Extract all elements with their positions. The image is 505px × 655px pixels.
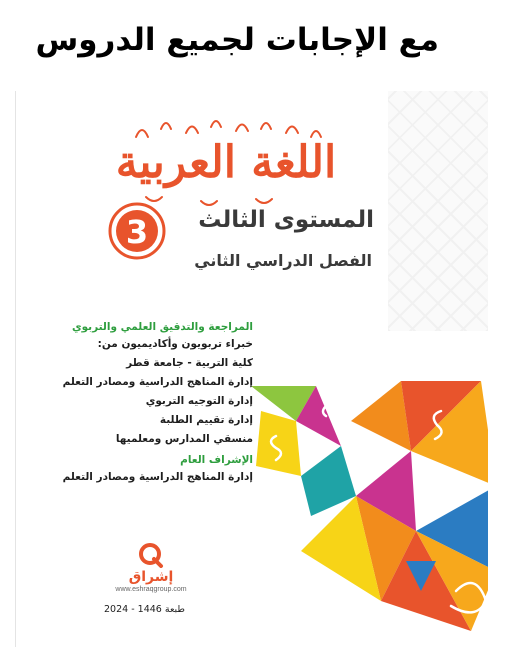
book-cover bbox=[15, 91, 488, 647]
level-number: 3 bbox=[125, 213, 149, 251]
review-line: كلية التربية - جامعة قطر bbox=[126, 357, 253, 369]
book-title bbox=[106, 107, 346, 207]
level-label: المستوى الثالث bbox=[198, 207, 374, 233]
semester-label: الفصل الدراسي الثاني bbox=[194, 251, 372, 270]
review-line: منسقي المدارس ومعلميها bbox=[115, 433, 253, 445]
supervision-line: إدارة المناهج الدراسية ومصادر التعلم bbox=[62, 471, 253, 483]
edition-label: طبعة 1446 - 2024 bbox=[104, 604, 185, 615]
review-line: إدارة المناهج الدراسية ومصادر التعلم bbox=[62, 376, 253, 388]
publisher-logo bbox=[101, 542, 201, 593]
supervision-heading: الإشراف العام bbox=[180, 454, 253, 466]
credits-block bbox=[23, 321, 253, 490]
review-line: إدارة التوجيه التربوي bbox=[145, 395, 253, 407]
banner-title: مع الإجابات لجميع الدروس bbox=[35, 22, 439, 58]
review-heading: المراجعة والتدقيق العلمي والتربوي bbox=[71, 321, 253, 333]
top-banner bbox=[0, 0, 505, 75]
publisher-name: إشراق bbox=[128, 569, 174, 585]
book-title-text: اللغة العربية bbox=[115, 137, 337, 188]
level-badge bbox=[107, 201, 167, 261]
publisher-website: www.eshraqgroup.com bbox=[115, 586, 187, 593]
review-line: إدارة تقييم الطلبة bbox=[159, 414, 253, 426]
review-intro: خبراء تربويون وأكاديميون من: bbox=[97, 338, 253, 350]
tangram-artwork bbox=[241, 271, 488, 647]
publisher-emblem-icon bbox=[138, 542, 164, 568]
